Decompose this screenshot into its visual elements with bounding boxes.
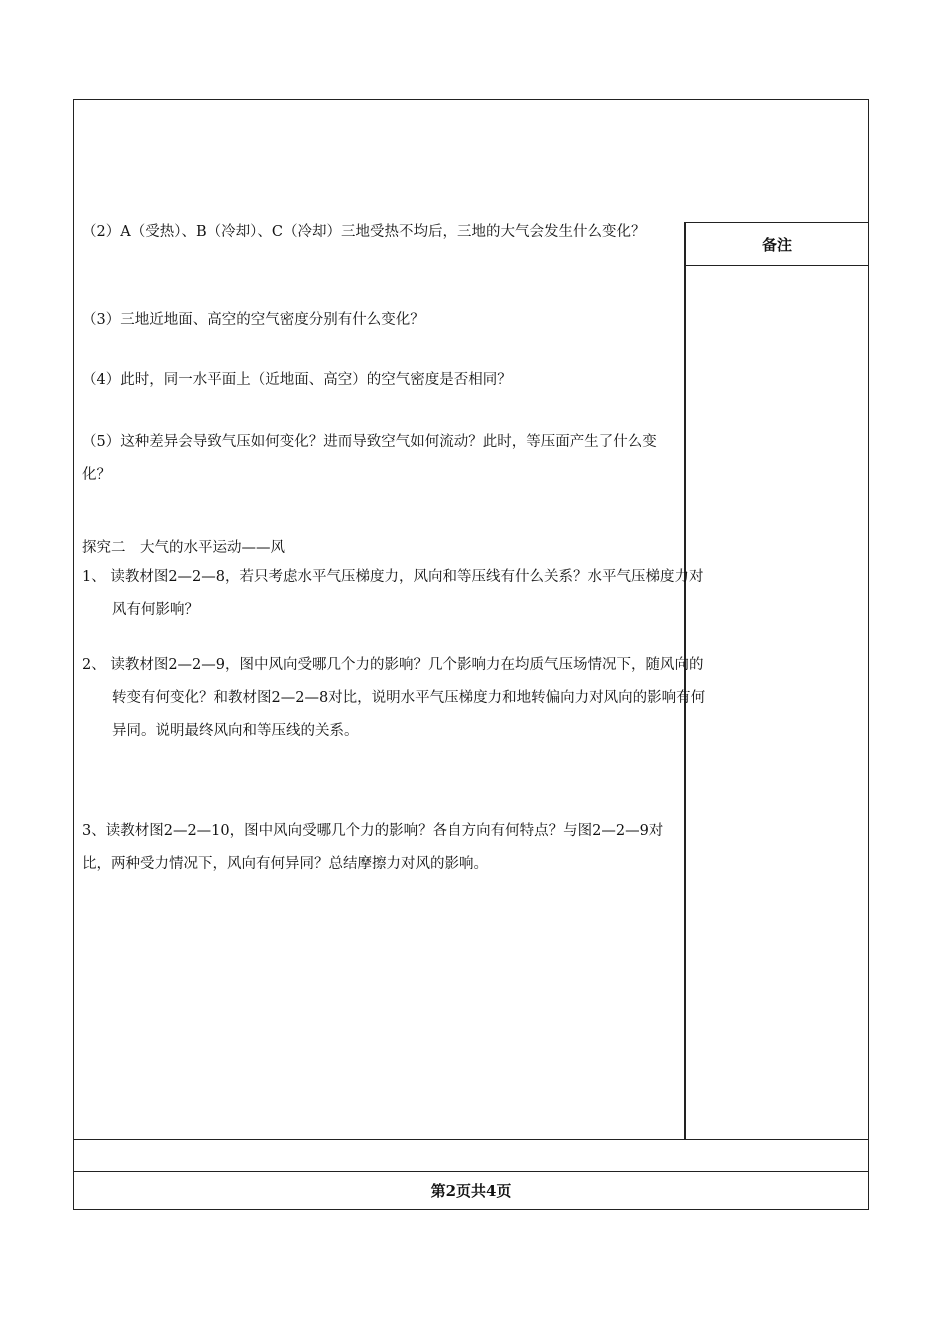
exploration-question-3: 3、读教材图2—2—10，图中风向受哪几个力的影响？各自方向有何特点？与图2—2—9对比，两种受力情况下，风向有何异同？总结摩擦力对风的影响。: [82, 823, 664, 872]
blank-row: [73, 1139, 869, 1172]
exploration-question-1: 1、 读教材图2—2—8，若只考虑水平气压梯度力，风向和等压线有什么关系？水平气压梯度力对风有何影响？: [82, 569, 704, 618]
question-5: （5）这种差异会导致气压如何变化？进而导致空气如何流动？此时，等压面产生了什么变化？: [82, 434, 657, 483]
notes-header: 备注: [686, 223, 868, 266]
exploration-question-2: 2、 读教材图2—2—9，图中风向受哪几个力的影响？几个影响力在均质气压场情况下，随风向的转变有何变化？和教材图2—2—8对比，说明水平气压梯度力和地转偏向力对风向的影响有何异同。说明最终风向和等压线的关系。: [82, 657, 706, 739]
notes-column: [685, 222, 869, 1140]
top-blank-cell: [73, 99, 869, 223]
page-footer: 第2页共4页: [73, 1171, 869, 1210]
question-4: （4）此时，同一水平面上（近地面、高空）的空气密度是否相同？: [82, 372, 512, 388]
section-title: 探究二 大气的水平运动——风: [82, 540, 285, 556]
question-2: （2）A（受热）、B（冷却）、C（冷却）三地受热不均后，三地的大气会发生什么变化？: [82, 224, 646, 240]
question-3: （3）三地近地面、高空的空气密度分别有什么变化？: [82, 312, 425, 328]
